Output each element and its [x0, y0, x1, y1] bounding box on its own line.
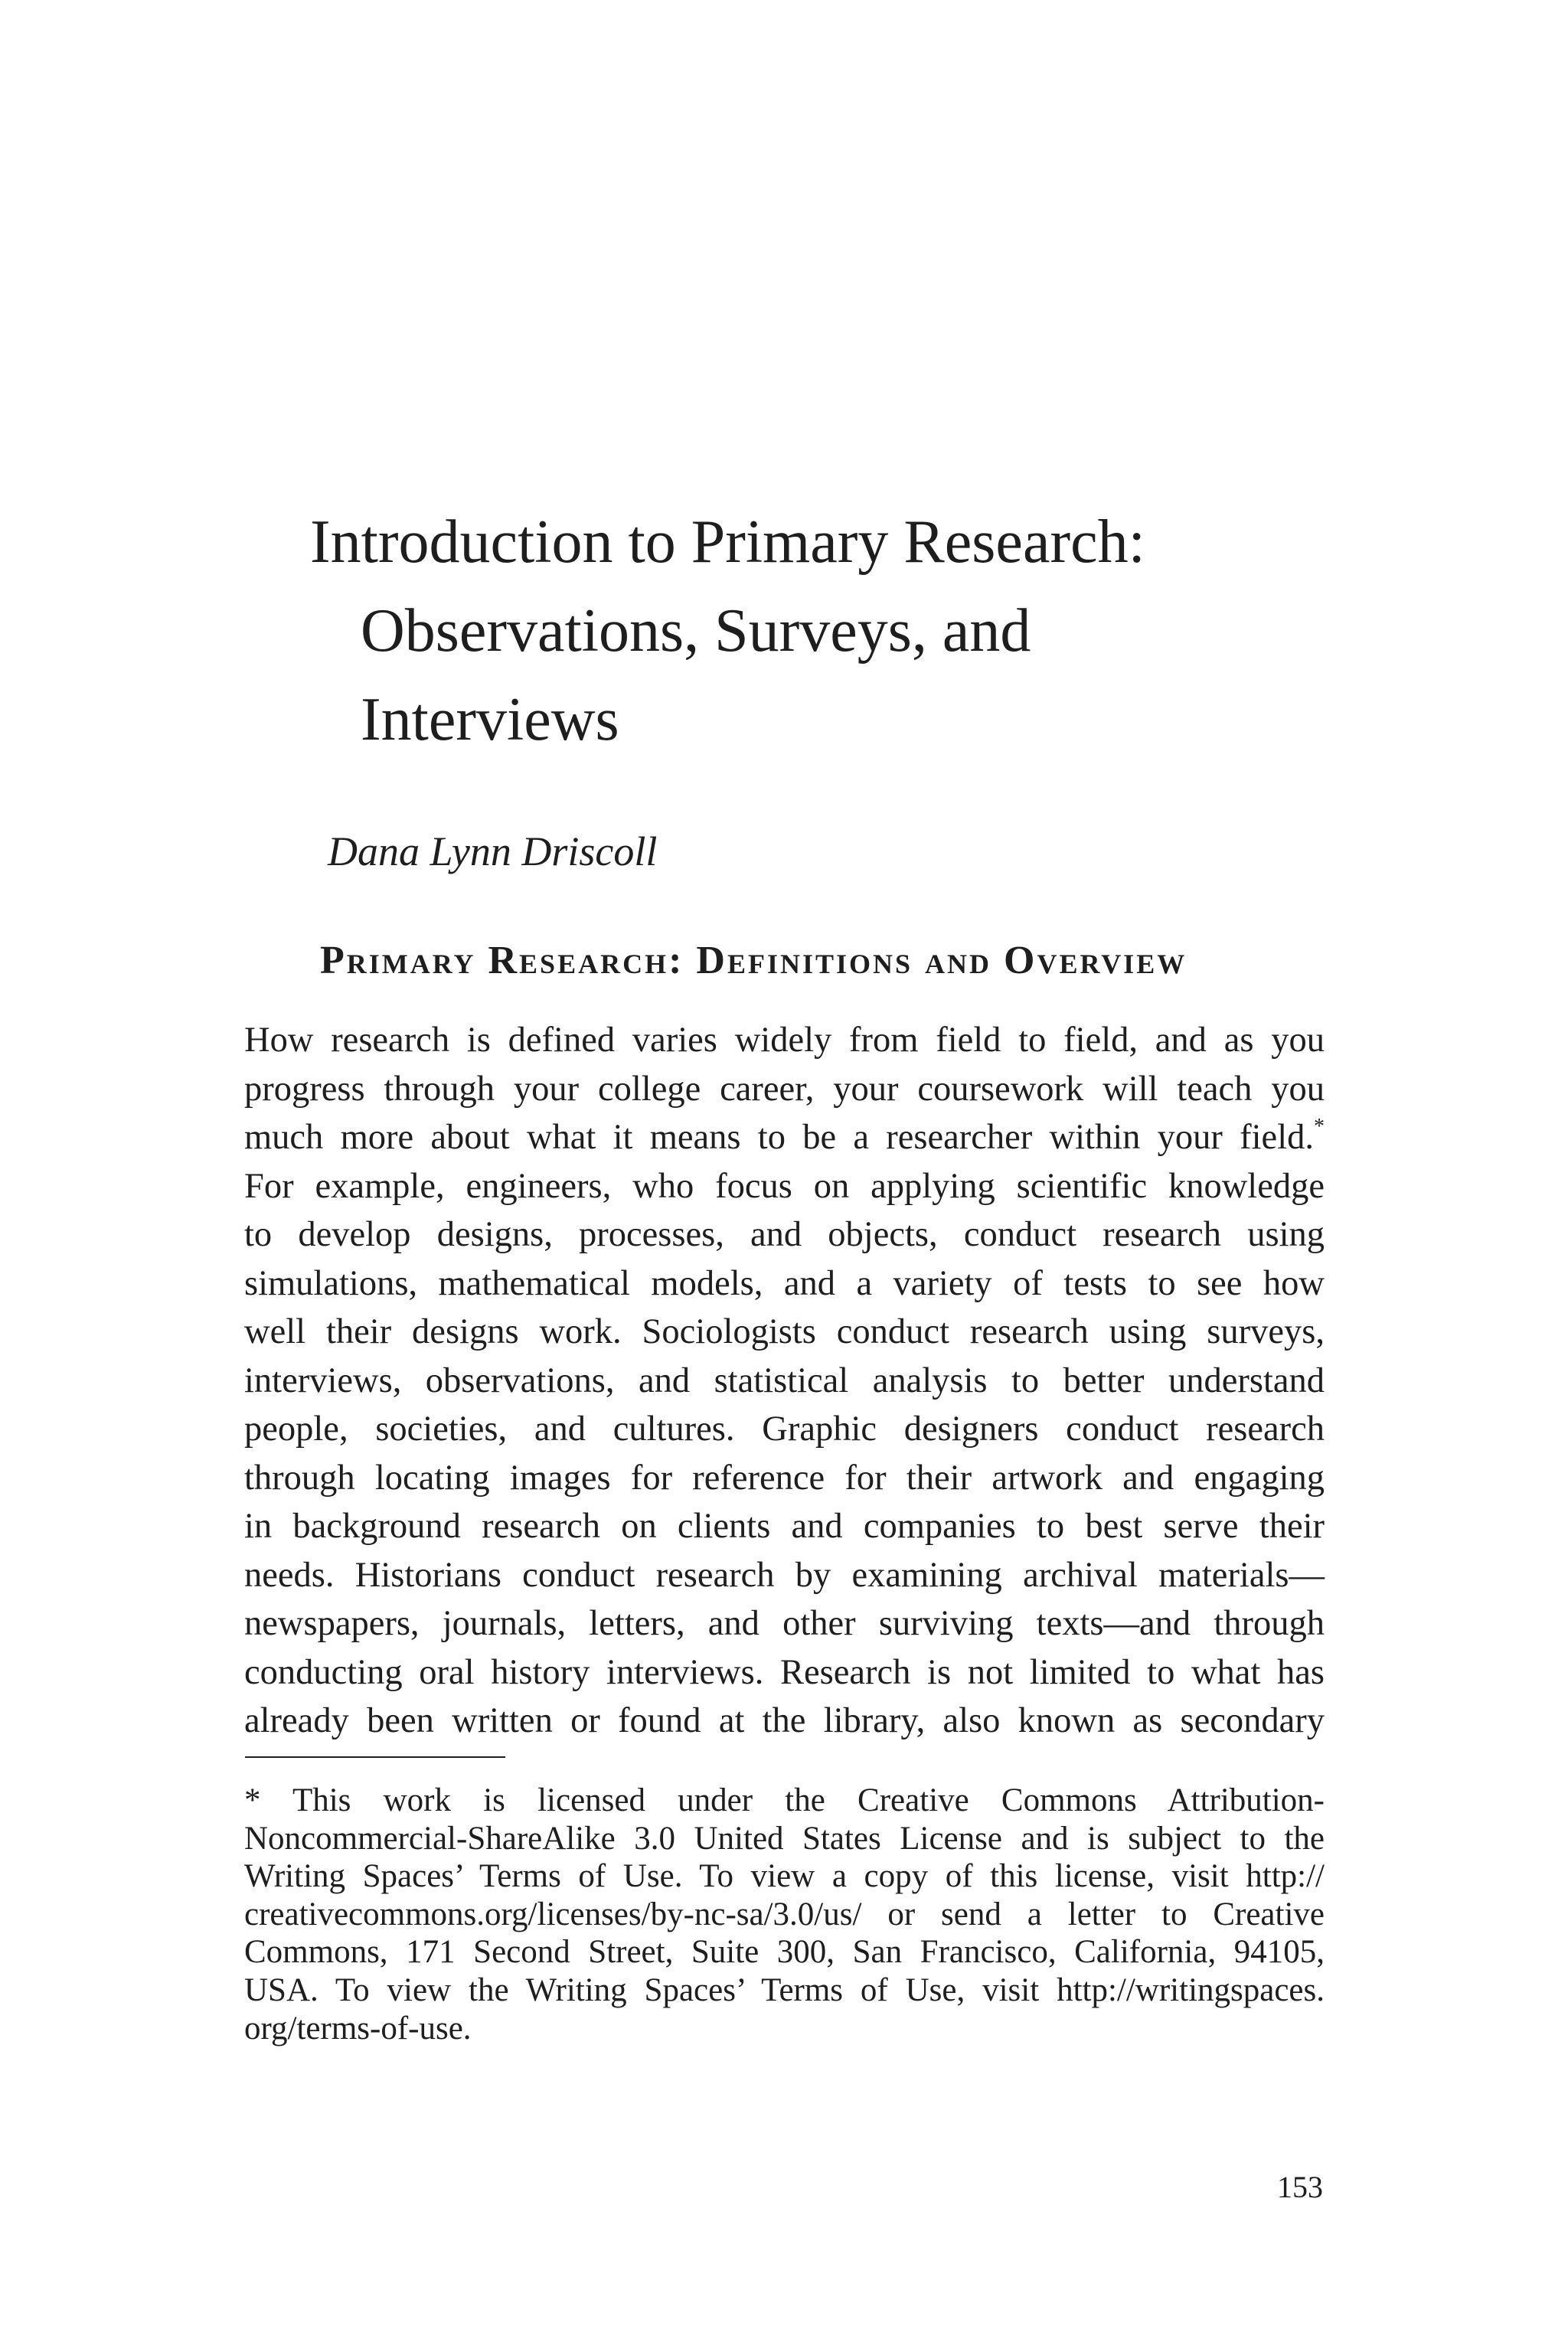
chapter-title-line: Interviews — [361, 686, 619, 753]
page-number: 153 — [1277, 2170, 1323, 2204]
body-line — [244, 1113, 1325, 1162]
footnote-divider — [245, 1756, 505, 1758]
body-line: to develop designs, processes, and objects, conduct research using — [244, 1215, 1325, 1254]
body-line: How research is defined varies widely from field to field, and as you — [244, 1021, 1325, 1060]
body-line: in background research on clients and companies to best serve their — [244, 1507, 1325, 1546]
body-line: progress through your college career, your coursework will teach you — [244, 1069, 1325, 1109]
body-line: conducting oral history interviews. Research is not limited to what has — [244, 1652, 1325, 1692]
body-line: already been written or found at the library, also known as secondary — [244, 1701, 1325, 1740]
body-line: well their designs work. Sociologists conduct research using surveys, — [244, 1312, 1325, 1351]
chapter-title-line: Observations, Surveys, and — [361, 597, 1031, 665]
footnote-line: creativecommons.org/licenses/by-nc-sa/3.0/us/ or send a letter to Creative — [244, 1896, 1325, 1932]
footnote-line: USA. To view the Writing Spaces’ Terms of Use, visit http://writingspaces. — [244, 1971, 1325, 2008]
chapter-title-line: Introduction to Primary Research: — [310, 508, 1145, 576]
footnote-line: org/terms-of-use. — [244, 2010, 472, 2047]
body-line-text: much more about what it means to be a researcher within your field. — [244, 1118, 1314, 1157]
footnote-line: Commons, 171 Second Street, Suite 300, San Francisco, California, 94105, — [244, 1934, 1325, 1971]
footnote-line: Writing Spaces’ Terms of Use. To view a copy of this license, visit http:// — [244, 1858, 1325, 1895]
footnote-line: Noncommercial-ShareAlike 3.0 United States License and is subject to the — [244, 1820, 1325, 1857]
body-line: through locating images for reference for their artwork and engaging — [244, 1458, 1325, 1498]
body-line: newspapers, journals, letters, and other surviving texts—and through — [244, 1604, 1325, 1643]
body-paragraph — [244, 1016, 1325, 1746]
body-line: interviews, observations, and statistical analysis to better understand — [244, 1361, 1325, 1400]
body-line: simulations, mathematical models, and a variety of tests to see how — [244, 1263, 1325, 1303]
section-heading: Primary Research: Definitions and Overview — [320, 939, 1187, 982]
body-line: For example, engineers, who focus on applying scientific knowledge — [244, 1166, 1325, 1206]
chapter-title — [310, 498, 1382, 764]
footnote — [244, 1782, 1325, 2047]
footnote-line: * This work is licensed under the Creative Commons Attribution- — [244, 1782, 1325, 1818]
body-line: people, societies, and cultures. Graphic designers conduct research — [244, 1410, 1325, 1449]
author-name: Dana Lynn Driscoll — [328, 828, 658, 874]
footnote-reference: * — [1314, 1115, 1325, 1138]
body-line: needs. Historians conduct research by examining archival materials— — [244, 1555, 1325, 1595]
